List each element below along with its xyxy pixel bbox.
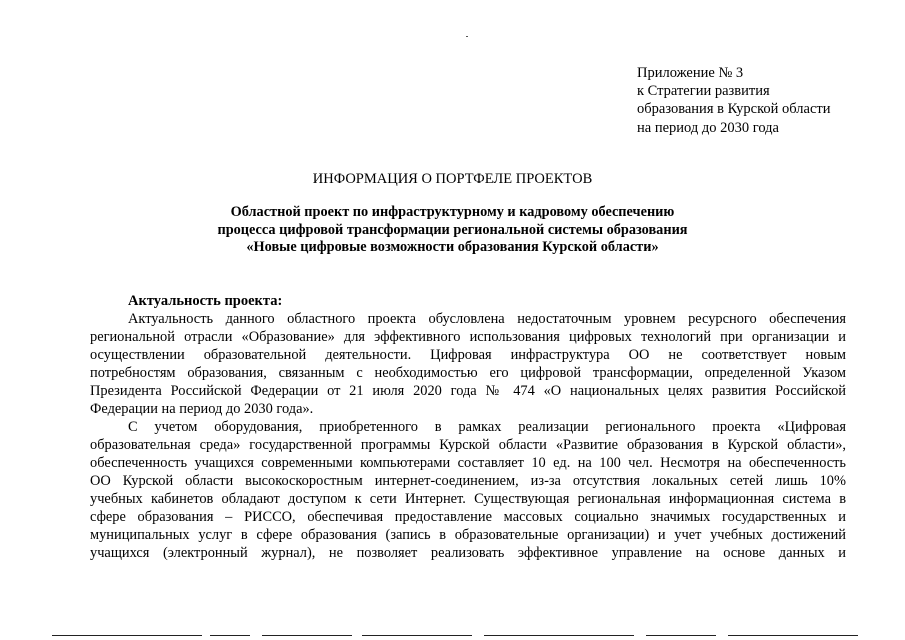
scan-edge-artifact: [0, 632, 905, 640]
paragraph-line: Федерации на период до 2030 года».: [90, 401, 314, 417]
scan-artifact-dash: [52, 635, 202, 636]
scan-artifact-dash: [210, 635, 250, 636]
project-title-line: процесса цифровой трансформации региональной системы образования: [217, 221, 688, 238]
project-title-line: Областной проект по инфраструктурному и кадровому обеспечению: [230, 204, 675, 220]
annex-line: к Стратегии развития: [637, 83, 770, 100]
paragraph-line: муниципальных услуг в сфере образования (запись в образовательные организации) и учет учебных достижений: [90, 527, 846, 543]
body-text: [90, 310, 846, 562]
paragraph-line: образовательная среда» государственной программы Курской области «Развитие образования в Курской области»,: [90, 437, 846, 453]
paragraph-line: учебных кабинетов обладают доступом к сети Интернет. Существующая региональная информационная система в: [90, 491, 846, 507]
section-heading: Актуальность проекта:: [128, 293, 283, 309]
scan-artifact-dash: [262, 635, 352, 636]
scan-artifact-dash: [646, 635, 716, 636]
paragraph-line: потребностям образования, связанным с необходимостью его цифровой трансформации, определенной Указом: [90, 365, 846, 381]
annex-line: на период до 2030 года: [637, 119, 779, 136]
paragraph-line: Президента Российской Федерации от 21 июля 2020 года № 474 «О национальных целях развития Российской: [90, 383, 846, 399]
annex-line: образования в Курской области: [637, 101, 831, 118]
annex-reference: [637, 64, 831, 137]
scan-speck: [466, 36, 468, 37]
paragraph-line: обеспеченность учащихся современными компьютерами составляет 10 ед. на 100 чел. Несмотря на обеспеченность: [90, 455, 846, 471]
annex-line: Приложение № 3: [637, 65, 744, 81]
paragraph-line: региональной отрасли «Образование» для эффективного использования цифровых технологий при организации и: [90, 329, 846, 345]
paragraph-line: осуществлении образовательной деятельности. Цифровая инфраструктура ОО не соответствует новым: [90, 347, 846, 363]
scan-artifact-dash: [728, 635, 858, 636]
paragraph-line: учащихся (электронный журнал), не позволяет реализовать эффективное управление на основе данных и: [90, 545, 846, 561]
project-title: [0, 204, 905, 257]
document-title: ИНФОРМАЦИЯ О ПОРТФЕЛЕ ПРОЕКТОВ: [312, 171, 593, 187]
scan-artifact-dash: [362, 635, 472, 636]
paragraph-line: Актуальность данного областного проекта обусловлена недостаточным уровнем ресурсного обеспечения: [128, 311, 846, 327]
scan-artifact-dash: [484, 635, 634, 636]
project-title-line: «Новые цифровые возможности образования Курской области»: [246, 239, 659, 256]
paragraph-line: ОО Курской области высокоскоростным интернет-соединением, из-за отсутствия локальных сетей лишь 10%: [90, 473, 846, 489]
paragraph-line: сфере образования – РИССО, обеспечивая предоставление массовых социально значимых государственных и: [90, 509, 846, 525]
paragraph-line: С учетом оборудования, приобретенного в рамках реализации регионального проекта «Цифровая: [128, 419, 846, 435]
